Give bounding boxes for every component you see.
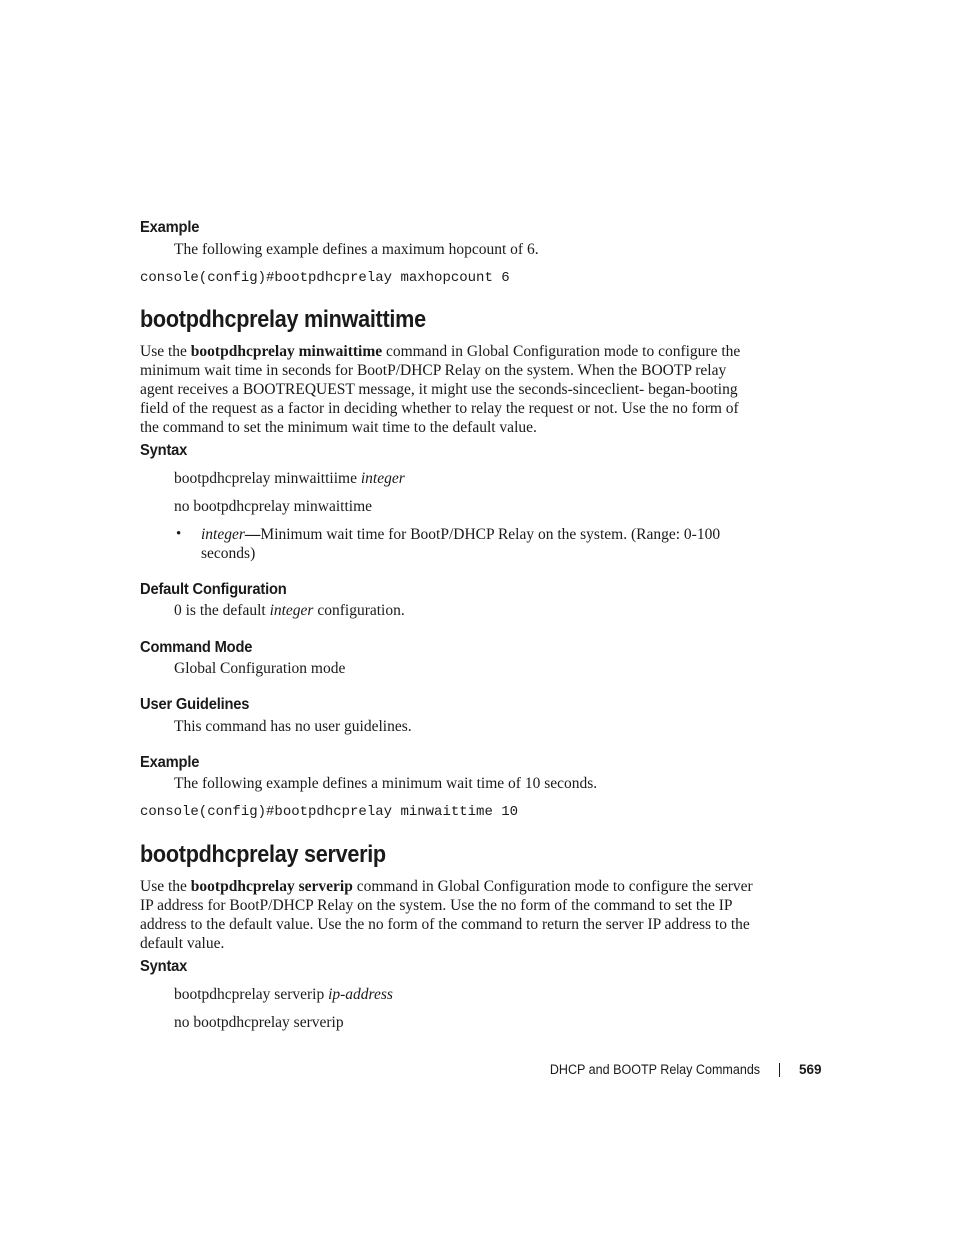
user-guidelines-heading: User Guidelines: [140, 696, 250, 713]
desc-prefix: Use the: [140, 878, 191, 895]
syntax-command: bootpdhcprelay serverip: [174, 986, 325, 1003]
desc-body: command in Global Configuration mode to configure the server IP address for BootP/DHCP Relay on the system. Use the no form of the command to set the IP address to the default value. Use the no form of the command to return the server IP address to the default value.: [140, 878, 753, 952]
syntax-line-3: [174, 985, 393, 1004]
example-code: console(config)#bootpdhcprelay maxhopcount 6: [140, 270, 510, 286]
section-title-serverip: bootpdhcprelay serverip: [140, 841, 386, 868]
syntax-line-4: no bootpdhcprelay serverip: [174, 1014, 344, 1031]
section-title-minwaittime: bootpdhcprelay minwaittime: [140, 306, 426, 333]
page-number: 569: [799, 1062, 822, 1077]
desc-command: bootpdhcprelay serverip: [190, 878, 353, 895]
footer-separator: [779, 1063, 780, 1077]
default-config-text: [174, 601, 405, 620]
minwaittime-description: [140, 342, 760, 437]
command-mode-text: Global Configuration mode: [174, 660, 346, 677]
parameter-bullet: [201, 525, 741, 563]
syntax-command: bootpdhcprelay minwaittiime: [174, 470, 357, 487]
bullet-marker: •: [176, 526, 182, 542]
example-text-2: The following example defines a minimum wait time of 10 seconds.: [174, 775, 598, 792]
desc-prefix: Use the: [140, 343, 191, 360]
syntax-argument: ip-address: [328, 986, 393, 1003]
default-suffix: configuration.: [313, 602, 405, 619]
default-term: integer: [269, 602, 314, 619]
default-prefix: 0 is the default: [174, 602, 270, 619]
user-guidelines-text: This command has no user guidelines.: [174, 718, 412, 735]
bullet-text: Minimum wait time for BootP/DHCP Relay on the system. (Range: 0-100 seconds): [201, 526, 721, 562]
syntax-argument: integer: [360, 470, 405, 487]
desc-body: command in Global Configuration mode to configure the minimum wait time in seconds for BootP/DHCP Relay on the system. When the BOOTP relay agent receives a BOOTREQUEST message, it might use the seconds-sinceclient- began-booting field of the request as a factor in deciding whether to relay the request or not. Use the no form of the command to set the minimum wait time to the default value.: [140, 343, 741, 436]
example-heading: Example: [140, 219, 200, 236]
example-heading-2: Example: [140, 754, 200, 771]
desc-command: bootpdhcprelay minwaittime: [190, 343, 383, 360]
example-text: The following example defines a maximum hopcount of 6.: [174, 241, 539, 258]
syntax-line-2: no bootpdhcprelay minwaittime: [174, 498, 373, 515]
default-config-heading: Default Configuration: [140, 581, 287, 598]
bullet-term: integer: [201, 526, 245, 543]
syntax-heading: Syntax: [140, 442, 188, 459]
syntax-heading-2: Syntax: [140, 958, 188, 975]
bullet-dash: —: [244, 526, 261, 543]
command-mode-heading: Command Mode: [140, 639, 253, 656]
serverip-description: [140, 877, 760, 953]
footer-chapter-title: DHCP and BOOTP Relay Commands: [549, 1062, 760, 1077]
example-code-2: console(config)#bootpdhcprelay minwaittime 10: [140, 804, 519, 820]
syntax-line-1: [174, 469, 405, 488]
